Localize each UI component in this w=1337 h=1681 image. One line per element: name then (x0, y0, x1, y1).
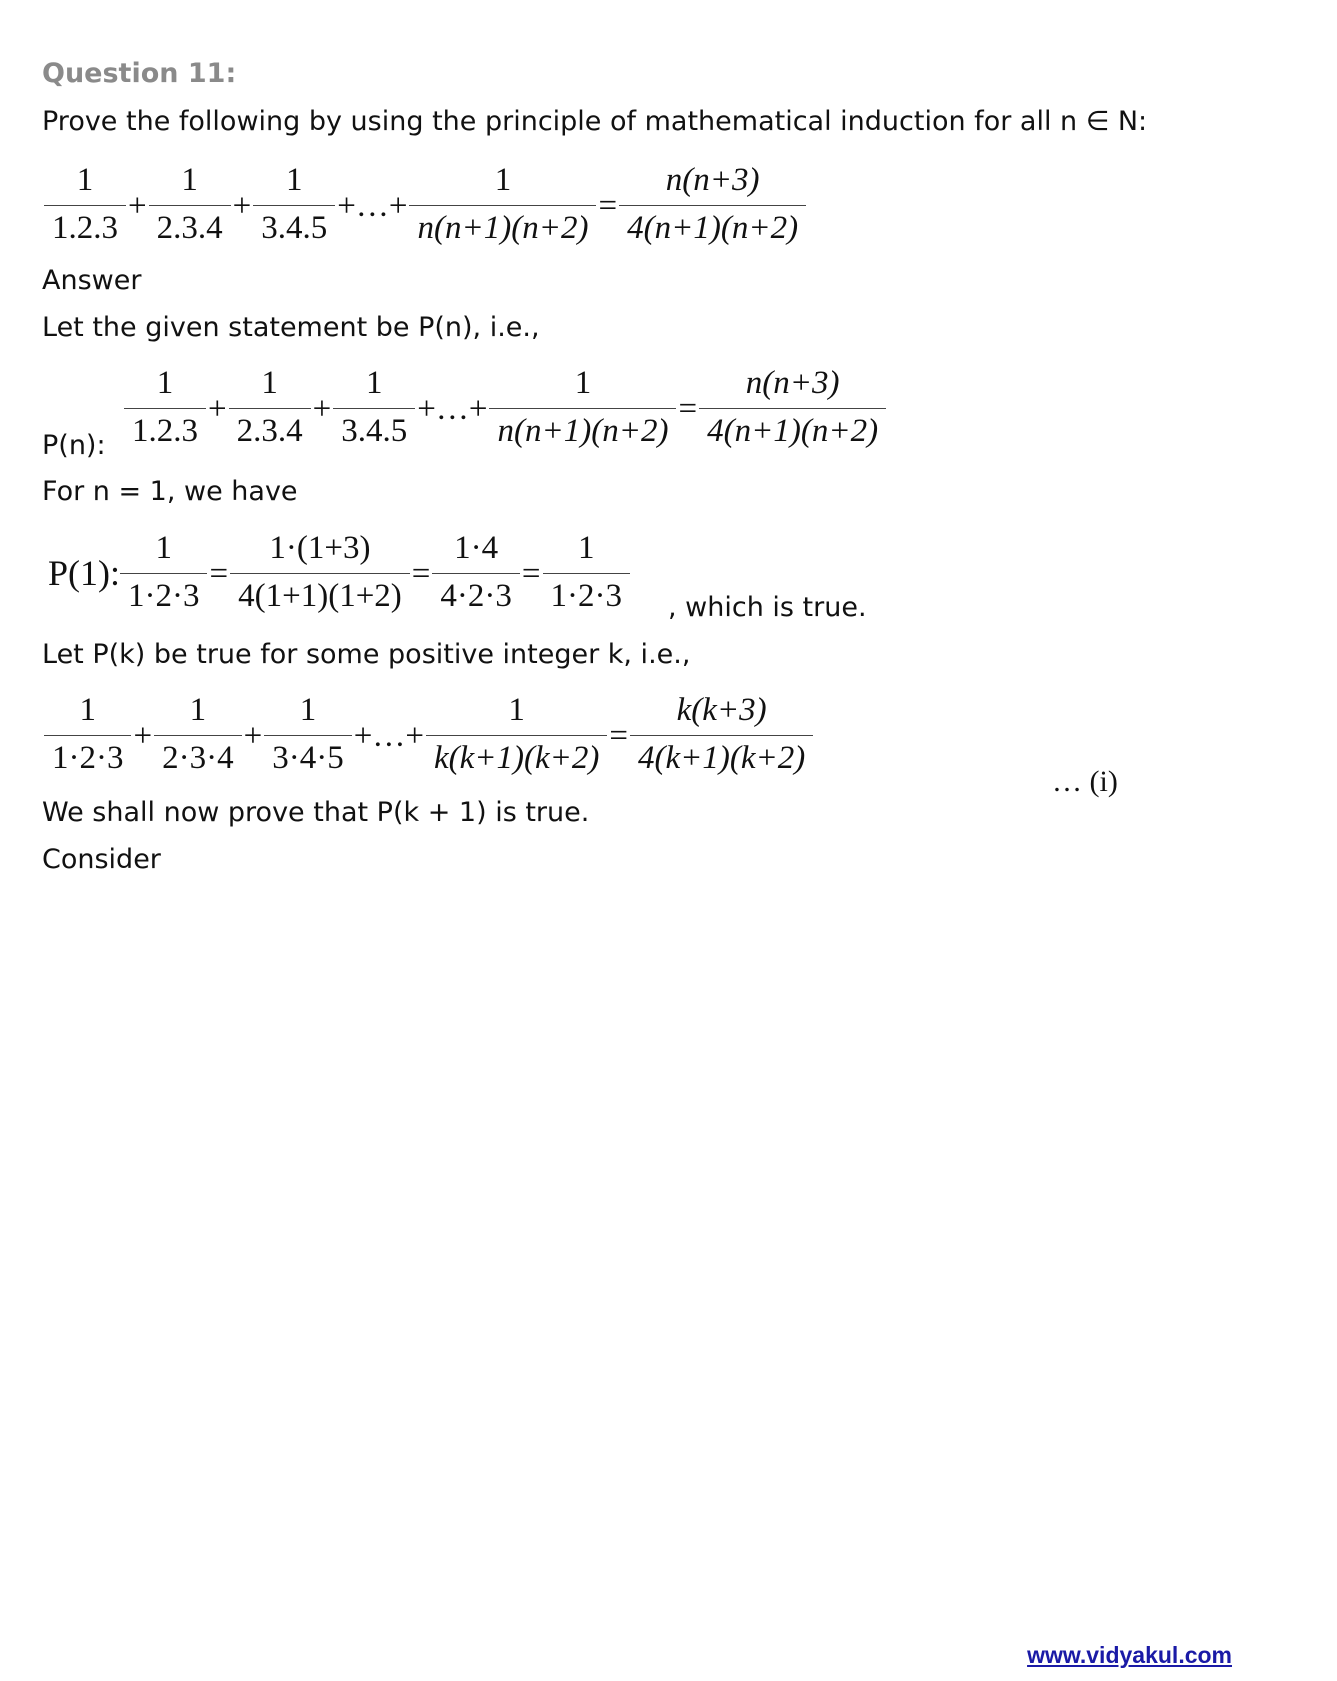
fraction: $\frac{1}{1\cdot 2\cdot 3}$ (120, 530, 207, 615)
fraction: $\frac{1}{1\cdot 2\cdot 3}$ (543, 530, 630, 615)
fraction: $\frac{1}{2.3.4}$ (149, 162, 231, 247)
question-title: Question 11: (42, 58, 237, 89)
equation-pk: $\frac{1}{1\cdot 2\cdot 3}$ + $\frac{1}{2\cdot 3\cdot 4}$ + $\frac{1}{3\cdot 4\cdot 5}$ +…+ $\frac{1}{k(k+1)(k+2)}$ = $\frac{k(k+3)}{4(k+1)(k+2)}$ (44, 692, 813, 777)
fraction: $\frac{1}{n(n+1)(n+2)}$ (489, 365, 676, 450)
fraction: $\frac{1}{1\cdot 2\cdot 3}$ (44, 692, 131, 777)
let-statement: Let the given statement be P(n), i.e., (42, 312, 540, 343)
let-k-line: Let P(k) be true for some positive integer k, i.e., (42, 639, 691, 670)
fraction: $\frac{1}{1.2.3}$ (44, 162, 126, 247)
prove-line: We shall now prove that P(k + 1) is true. (42, 797, 590, 828)
fraction: $\frac{1}{3\cdot 4\cdot 5}$ (264, 692, 351, 777)
equation-tag: … (i) (1052, 765, 1118, 798)
equation-pn: $\frac{1}{1.2.3}$ + $\frac{1}{2.3.4}$ + $\frac{1}{3.4.5}$ +…+ $\frac{1}{n(n+1)(n+2)}$ = $\frac{n(n+3)}{4(n+1)(n+2)}$ (124, 365, 886, 450)
fraction: $\frac{n(n+3)}{4(n+1)(n+2)}$ (699, 365, 886, 450)
fraction: $\frac{1}{n(n+1)(n+2)}$ (409, 162, 596, 247)
equation-main: $\frac{1}{1.2.3}$ + $\frac{1}{2.3.4}$ + $\frac{1}{3.4.5}$ +…+ $\frac{1}{n(n+1)(n+2)}$ = $\frac{n(n+3)}{4(n+1)(n+2)}$ (44, 162, 806, 247)
fraction: $\frac{k(k+3)}{4(k+1)(k+2)}$ (630, 692, 813, 777)
consider-label: Consider (42, 844, 161, 875)
which-is-true: , which is true. (668, 592, 867, 623)
fraction: $\frac{1}{3.4.5}$ (333, 365, 415, 450)
fraction: $\frac{1\cdot 4}{4\cdot 2\cdot 3}$ (432, 530, 519, 615)
answer-label: Answer (42, 265, 142, 296)
fraction: $\frac{1}{k(k+1)(k+2)}$ (426, 692, 607, 777)
footer-link[interactable]: www.vidyakul.com (1027, 1642, 1232, 1668)
fraction: $\frac{n(n+3)}{4(n+1)(n+2)}$ (619, 162, 806, 247)
equation-p1: P(1): $\frac{1}{1\cdot 2\cdot 3}$ = $\frac{1\cdot(1+3)}{4(1+1)(1+2)}$ = $\frac{1\cdot 4}{4\cdot 2\cdot 3}$ = $\frac{1}{1\cdot 2\cdot 3}$ (48, 530, 630, 615)
pn-label: P(n): (42, 430, 106, 461)
p1-label: P(1): (48, 552, 120, 593)
fraction: $\frac{1}{2.3.4}$ (229, 365, 311, 450)
fraction: $\frac{1}{2\cdot 3\cdot 4}$ (154, 692, 241, 777)
question-statement: Prove the following by using the principle of mathematical induction for all n ∈ N: (42, 106, 1148, 137)
for-n-line: For n = 1, we have (42, 476, 298, 507)
fraction: $\frac{1}{1.2.3}$ (124, 365, 206, 450)
fraction: $\frac{1}{3.4.5}$ (253, 162, 335, 247)
fraction: $\frac{1\cdot(1+3)}{4(1+1)(1+2)}$ (230, 530, 410, 615)
